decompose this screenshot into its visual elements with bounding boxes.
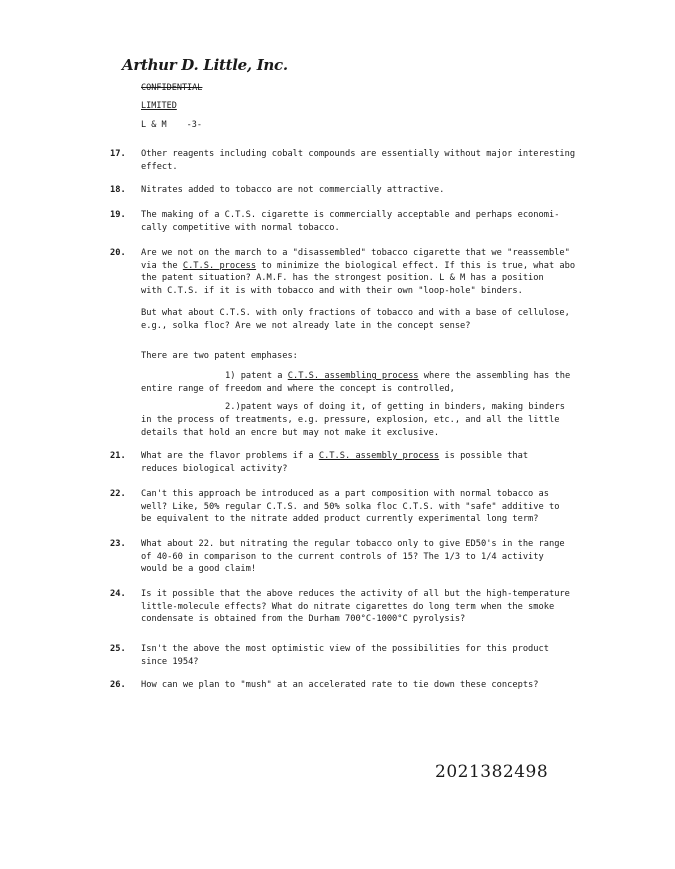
emphasis-1-end: where the assembling has the (418, 371, 571, 381)
limited-stamp: LIMITED (141, 101, 177, 111)
item-number: 18. (110, 185, 126, 195)
underlined-phrase: C.T.S. assembly process (318, 451, 440, 461)
client-name: L & M (141, 120, 167, 130)
list-item (110, 588, 655, 626)
item-text (141, 247, 655, 297)
list-item (110, 209, 655, 234)
item-number: 24. (110, 589, 126, 599)
paragraph: But what about C.T.S. with only fractions of tobacco and with a base of cellulose, e.g., solka floc? Are we not already late in the concept sense? (141, 308, 570, 331)
item-number: 23. (110, 539, 126, 549)
item-number: 21. (110, 451, 126, 461)
list-item (110, 679, 655, 692)
underlined-phrase: C.T.S. process (182, 260, 257, 271)
emphasis-1-start: 1) patent a (225, 371, 288, 381)
list-item (110, 148, 655, 173)
list-item (110, 538, 655, 576)
confidential-stamp: CONFIDENTIAL (141, 83, 203, 93)
item-number: 20. (110, 248, 126, 258)
item-number: 22. (110, 489, 126, 499)
item-number: 26. (110, 680, 126, 690)
document-id: 2021382498 (435, 762, 549, 782)
list-item (110, 184, 655, 197)
item-number: 19. (110, 210, 126, 220)
item-text: What about 22. but nitrating the regular tobacco only to give ED50's in the range of 40-60 in comparison to the current controls of 15? The 1/3 to 1/4 activity would be a good claim! (141, 539, 565, 574)
list-item (110, 488, 655, 526)
company-logo: Arthur D. Little, Inc. (122, 56, 288, 74)
page-number: -3- (186, 120, 202, 130)
item-text: Is it possible that the above reduces the activity of all but the high-temperature little-molecule effects? What do nitrate cigarettes do long term when the smoke condensate is obtained from the Durham 700°C-1000°C pyrolysis? (141, 589, 570, 624)
item-text-end: is possible that reduces biological activity? (141, 451, 529, 474)
item-text-start: What are the flavor problems if a (141, 451, 319, 461)
list-item (110, 643, 655, 668)
list-item (110, 450, 655, 475)
item-number: 25. (110, 644, 126, 654)
item-number: 17. (110, 149, 126, 159)
emphasis-2-start: 2.)patent ways of doing it, of getting in binders, making binders (225, 402, 565, 412)
item-text-start: Are we not on the march to a "disassembled" tobacco cigarette that we "reassemble" via the (141, 248, 570, 271)
item-text: Other reagents including cobalt compounds are essentially without major interesting effect. (141, 149, 576, 172)
paragraph (141, 401, 656, 414)
item-text: The making of a C.T.S. cigarette is commercially acceptable and perhaps economi- cally competitive with normal tobacco. (141, 210, 560, 233)
item-text: Can't this approach be introduced as a part composition with normal tobacco as well? Like, 50% regular C.T.S. and 50% solka floc C.T.S. with "safe" additive to be equivalent to the nitrate added product currently experimental long term? (141, 489, 560, 524)
item-text-end: to minimize the biological effect. If this is true, what abo the patent situation? A.M.F. has the strongest position. L & M has a position with C.T.S. if it is with tobacco and with their own "loop-hole" binders. (141, 260, 576, 296)
paragraph: entire range of freedom and where the concept is controlled, (141, 384, 455, 394)
paragraph (141, 370, 656, 383)
item-text: Nitrates added to tobacco are not commercially attractive. (141, 185, 445, 195)
item-text (141, 450, 655, 475)
underlined-phrase: C.T.S. assembling process (287, 371, 419, 381)
list-item (110, 247, 655, 297)
item-text: Isn't the above the most optimistic view of the possibilities for this product since 1954? (141, 644, 549, 667)
paragraph: in the process of treatments, e.g. pressure, explosion, etc., and all the little details that hold an encre but may not make it exclusive. (141, 415, 560, 438)
item-text: How can we plan to "mush" at an accelerated rate to tie down these concepts? (141, 680, 539, 690)
page-header (141, 120, 202, 130)
paragraph: There are two patent emphases: (141, 351, 298, 361)
